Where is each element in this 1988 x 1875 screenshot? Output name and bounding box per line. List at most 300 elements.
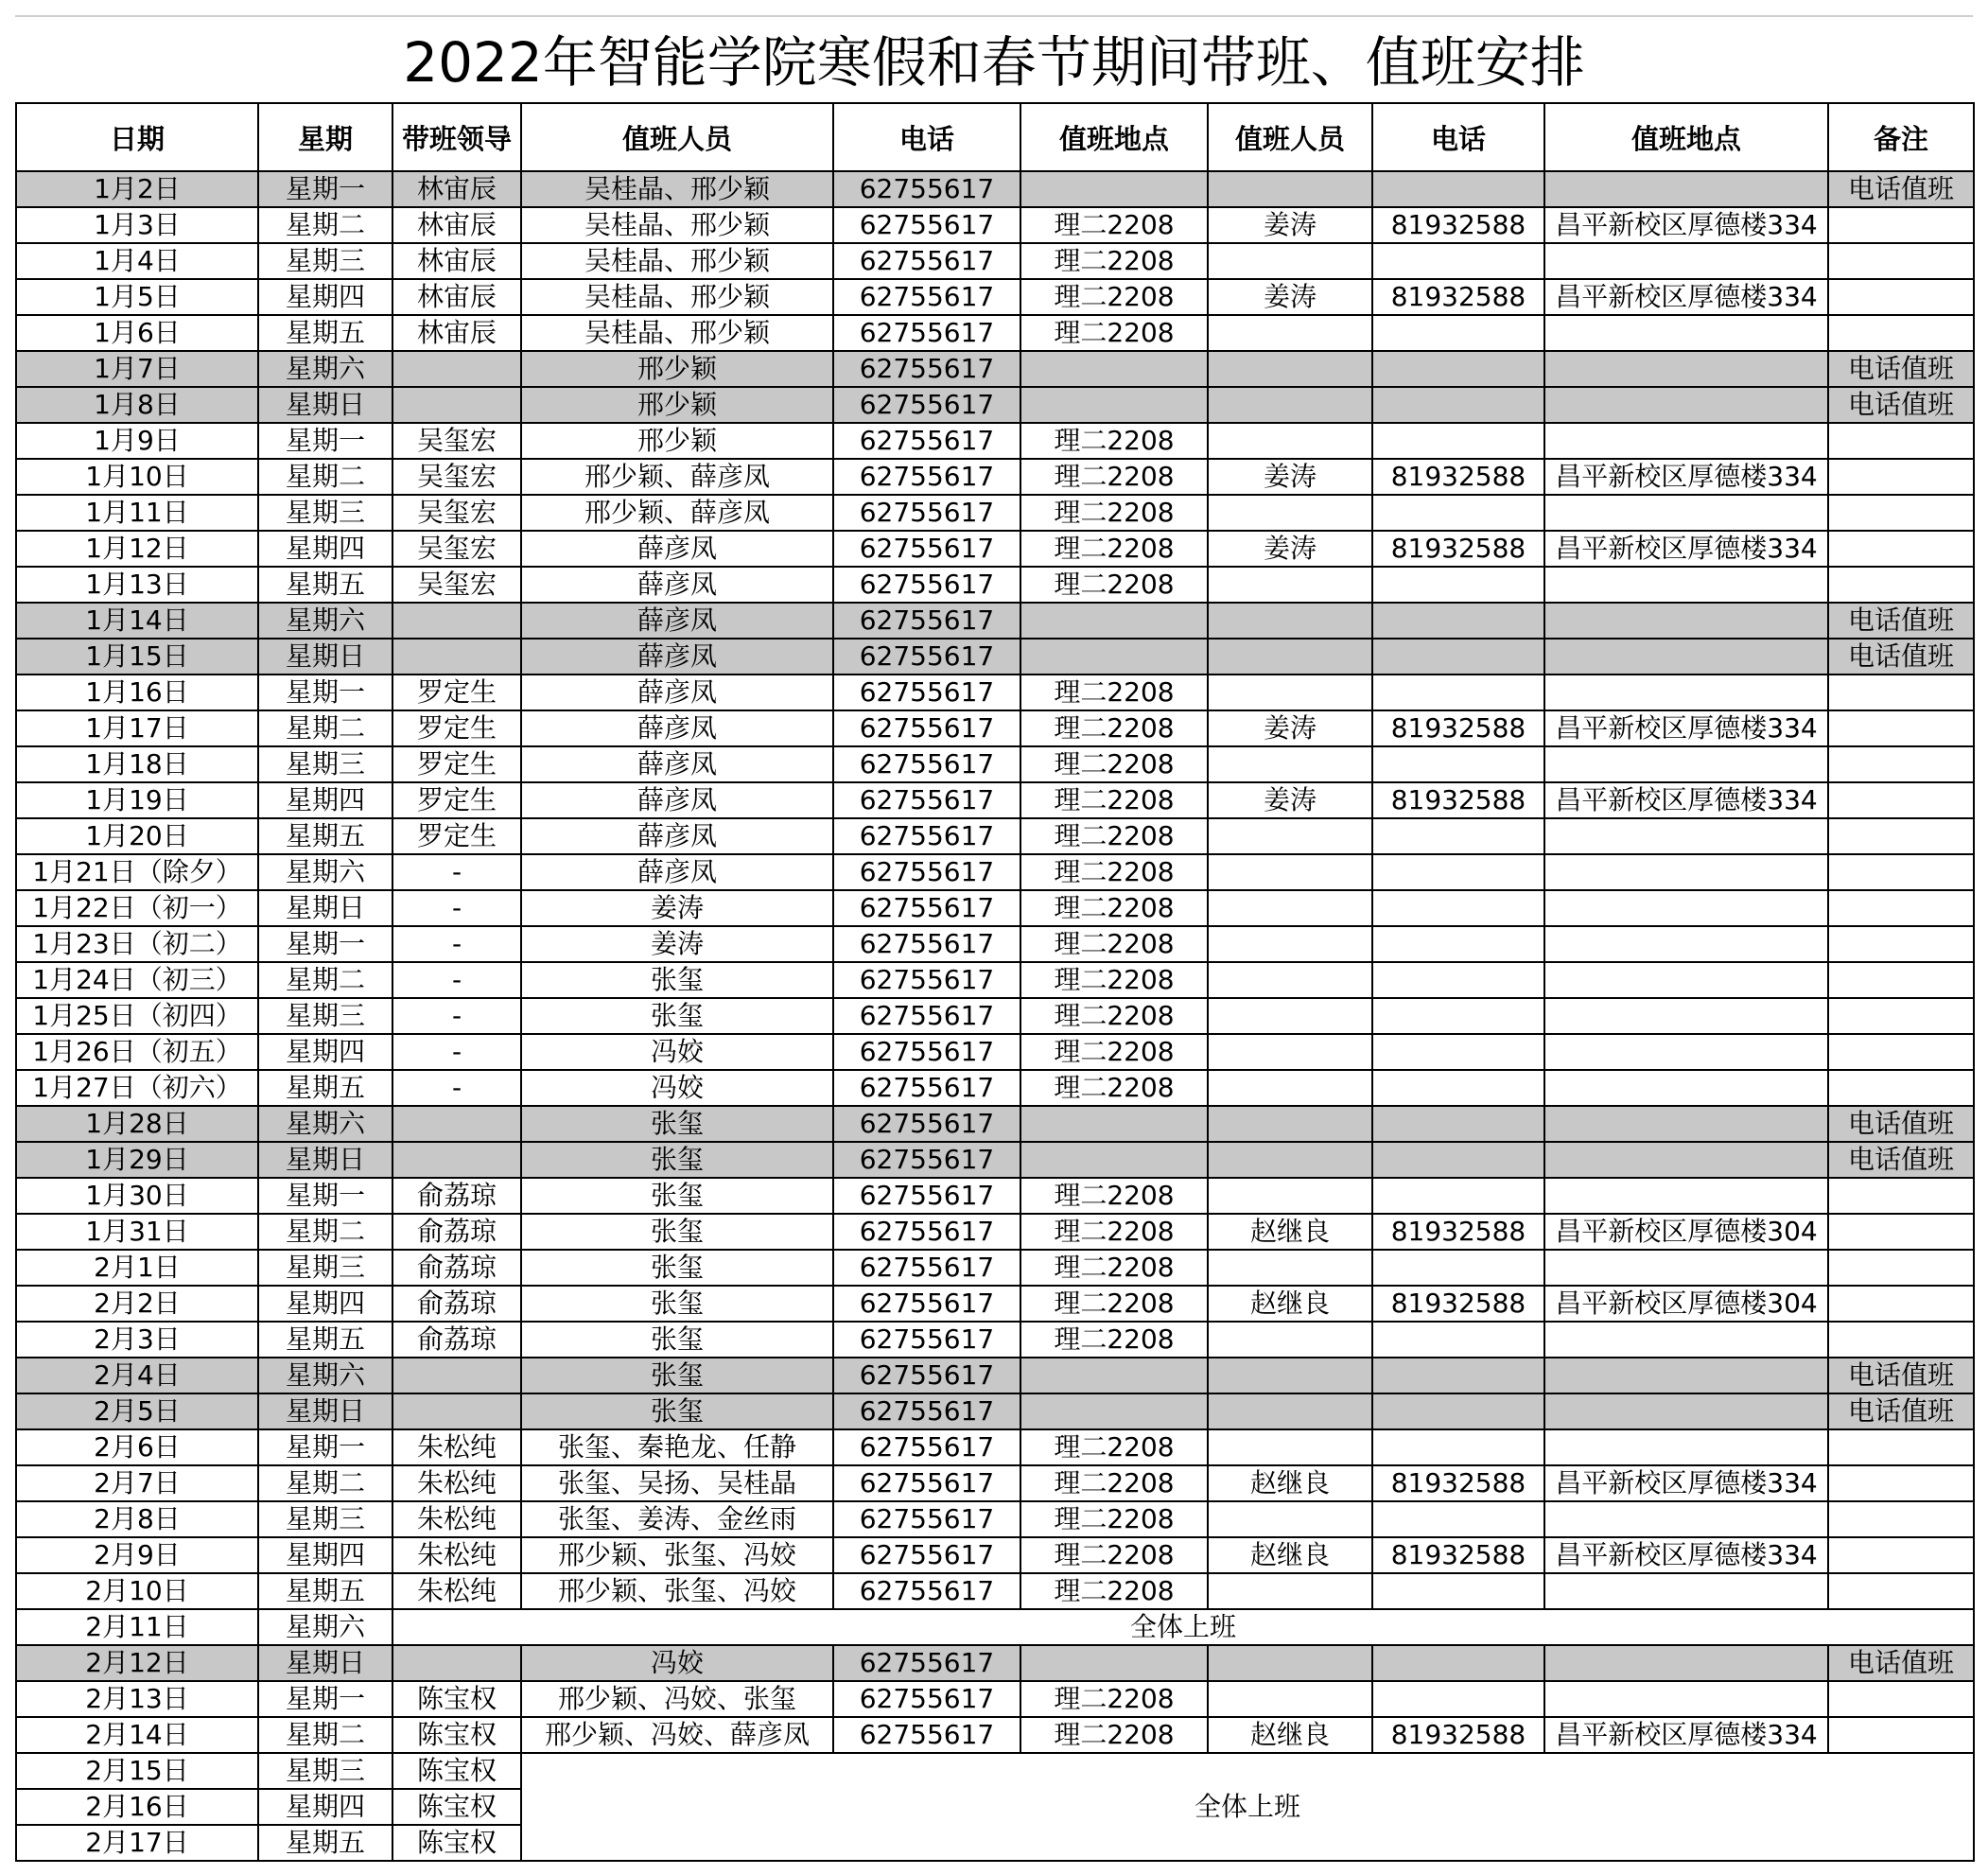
weekday-cell[interactable]: 星期六 <box>258 603 392 639</box>
location-cell[interactable]: 理二2208 <box>1020 1429 1208 1465</box>
weekday-cell[interactable]: 星期日 <box>258 890 392 926</box>
leader-cell[interactable]: 朱松纯 <box>392 1537 521 1573</box>
weekday-cell[interactable]: 星期日 <box>258 1645 392 1681</box>
phone2-cell[interactable] <box>1372 1034 1544 1070</box>
date-cell[interactable]: 2月3日 <box>16 1322 258 1358</box>
date-cell[interactable]: 1月2日 <box>16 171 258 207</box>
date-cell[interactable]: 1月23日（初二） <box>16 926 258 962</box>
weekday-cell[interactable]: 星期日 <box>258 387 392 423</box>
staff2-cell[interactable] <box>1208 1142 1372 1178</box>
staff2-cell[interactable] <box>1208 243 1372 279</box>
staff-cell[interactable]: 张玺 <box>521 1393 833 1429</box>
weekday-cell[interactable]: 星期五 <box>258 567 392 603</box>
phone-cell[interactable]: 62755617 <box>833 1286 1020 1322</box>
phone2-cell[interactable] <box>1372 1106 1544 1142</box>
phone2-cell[interactable] <box>1372 1178 1544 1214</box>
phone-cell[interactable]: 62755617 <box>833 818 1020 854</box>
date-cell[interactable]: 1月26日（初五） <box>16 1034 258 1070</box>
location-cell[interactable]: 理二2208 <box>1020 962 1208 998</box>
phone-cell[interactable]: 62755617 <box>833 423 1020 459</box>
weekday-cell[interactable]: 星期三 <box>258 998 392 1034</box>
date-cell[interactable]: 1月22日（初一） <box>16 890 258 926</box>
phone2-cell[interactable] <box>1372 315 1544 351</box>
phone-cell[interactable]: 62755617 <box>833 1142 1020 1178</box>
date-cell[interactable]: 2月2日 <box>16 1286 258 1322</box>
phone-cell[interactable]: 62755617 <box>833 531 1020 567</box>
date-cell[interactable]: 2月1日 <box>16 1250 258 1286</box>
date-cell[interactable]: 1月4日 <box>16 243 258 279</box>
staff-cell[interactable]: 吴桂晶、邢少颖 <box>521 279 833 315</box>
leader-cell[interactable] <box>392 1358 521 1393</box>
note-cell[interactable] <box>1828 495 1974 531</box>
leader-cell[interactable] <box>392 351 521 387</box>
location2-cell[interactable] <box>1544 675 1828 710</box>
weekday-cell[interactable]: 星期六 <box>258 351 392 387</box>
staff-cell[interactable]: 张玺 <box>521 1142 833 1178</box>
phone2-cell[interactable]: 81932588 <box>1372 279 1544 315</box>
note-cell[interactable] <box>1828 926 1974 962</box>
staff2-cell[interactable] <box>1208 171 1372 207</box>
phone2-cell[interactable] <box>1372 387 1544 423</box>
phone-cell[interactable]: 62755617 <box>833 1214 1020 1250</box>
date-cell[interactable]: 1月19日 <box>16 782 258 818</box>
phone-cell[interactable]: 62755617 <box>833 1070 1020 1106</box>
note-cell[interactable]: 电话值班 <box>1828 1358 1974 1393</box>
location2-cell[interactable]: 昌平新校区厚德楼304 <box>1544 1214 1828 1250</box>
header-cell[interactable]: 电话 <box>833 103 1020 171</box>
staff-cell[interactable]: 吴桂晶、邢少颖 <box>521 171 833 207</box>
staff-cell[interactable]: 薛彦凤 <box>521 531 833 567</box>
note-cell[interactable] <box>1828 782 1974 818</box>
location2-cell[interactable] <box>1544 1358 1828 1393</box>
weekday-cell[interactable]: 星期六 <box>258 1106 392 1142</box>
phone2-cell[interactable]: 81932588 <box>1372 1537 1544 1573</box>
phone-cell[interactable]: 62755617 <box>833 1250 1020 1286</box>
staff2-cell[interactable] <box>1208 1681 1372 1717</box>
location2-cell[interactable] <box>1544 818 1828 854</box>
note-cell[interactable] <box>1828 890 1974 926</box>
phone2-cell[interactable] <box>1372 171 1544 207</box>
location2-cell[interactable] <box>1544 1034 1828 1070</box>
location-cell[interactable]: 理二2208 <box>1020 1250 1208 1286</box>
staff2-cell[interactable]: 姜涛 <box>1208 782 1372 818</box>
location2-cell[interactable] <box>1544 1070 1828 1106</box>
staff2-cell[interactable]: 姜涛 <box>1208 207 1372 243</box>
weekday-cell[interactable]: 星期四 <box>258 782 392 818</box>
weekday-cell[interactable]: 星期三 <box>258 1501 392 1537</box>
leader-cell[interactable]: - <box>392 926 521 962</box>
staff2-cell[interactable] <box>1208 1393 1372 1429</box>
location2-cell[interactable] <box>1544 1393 1828 1429</box>
location-cell[interactable] <box>1020 1393 1208 1429</box>
phone2-cell[interactable] <box>1372 567 1544 603</box>
location2-cell[interactable] <box>1544 1501 1828 1537</box>
note-cell[interactable] <box>1828 818 1974 854</box>
location2-cell[interactable] <box>1544 1250 1828 1286</box>
date-cell[interactable]: 2月8日 <box>16 1501 258 1537</box>
location2-cell[interactable] <box>1544 1178 1828 1214</box>
phone-cell[interactable]: 62755617 <box>833 1106 1020 1142</box>
date-cell[interactable]: 1月24日（初三） <box>16 962 258 998</box>
location2-cell[interactable] <box>1544 962 1828 998</box>
weekday-cell[interactable]: 星期二 <box>258 207 392 243</box>
phone-cell[interactable]: 62755617 <box>833 1178 1020 1214</box>
staff2-cell[interactable] <box>1208 1322 1372 1358</box>
note-cell[interactable] <box>1828 1178 1974 1214</box>
staff-cell[interactable]: 吴桂晶、邢少颖 <box>521 243 833 279</box>
staff2-cell[interactable]: 赵继良 <box>1208 1465 1372 1501</box>
phone-cell[interactable]: 62755617 <box>833 243 1020 279</box>
phone-cell[interactable]: 62755617 <box>833 854 1020 890</box>
date-cell[interactable]: 1月12日 <box>16 531 258 567</box>
location-cell[interactable]: 理二2208 <box>1020 1214 1208 1250</box>
header-cell[interactable]: 备注 <box>1828 103 1974 171</box>
date-cell[interactable]: 1月17日 <box>16 710 258 746</box>
location2-cell[interactable] <box>1544 998 1828 1034</box>
staff2-cell[interactable] <box>1208 315 1372 351</box>
date-cell[interactable]: 2月14日 <box>16 1717 258 1753</box>
weekday-cell[interactable]: 星期日 <box>258 1393 392 1429</box>
location2-cell[interactable]: 昌平新校区厚德楼334 <box>1544 1717 1828 1753</box>
location2-cell[interactable] <box>1544 1142 1828 1178</box>
date-cell[interactable]: 1月15日 <box>16 639 258 675</box>
staff-cell[interactable]: 薛彦凤 <box>521 854 833 890</box>
location-cell[interactable]: 理二2208 <box>1020 890 1208 926</box>
staff2-cell[interactable] <box>1208 387 1372 423</box>
leader-cell[interactable] <box>392 603 521 639</box>
date-cell[interactable]: 2月7日 <box>16 1465 258 1501</box>
leader-cell[interactable]: 朱松纯 <box>392 1573 521 1609</box>
location-cell[interactable] <box>1020 603 1208 639</box>
staff2-cell[interactable] <box>1208 890 1372 926</box>
location-cell[interactable]: 理二2208 <box>1020 1681 1208 1717</box>
weekday-cell[interactable]: 星期三 <box>258 746 392 782</box>
phone-cell[interactable]: 62755617 <box>833 1358 1020 1393</box>
staff2-cell[interactable]: 赵继良 <box>1208 1717 1372 1753</box>
weekday-cell[interactable]: 星期六 <box>258 1358 392 1393</box>
weekday-cell[interactable]: 星期二 <box>258 459 392 495</box>
note-cell[interactable]: 电话值班 <box>1828 1393 1974 1429</box>
note-cell[interactable] <box>1828 746 1974 782</box>
leader-cell[interactable]: 罗定生 <box>392 782 521 818</box>
weekday-cell[interactable]: 星期五 <box>258 818 392 854</box>
phone2-cell[interactable] <box>1372 890 1544 926</box>
staff2-cell[interactable] <box>1208 818 1372 854</box>
note-cell[interactable] <box>1828 243 1974 279</box>
location-cell[interactable]: 理二2208 <box>1020 531 1208 567</box>
phone2-cell[interactable] <box>1372 746 1544 782</box>
header-cell[interactable]: 值班人员 <box>1208 103 1372 171</box>
phone2-cell[interactable]: 81932588 <box>1372 459 1544 495</box>
phone-cell[interactable]: 62755617 <box>833 459 1020 495</box>
note-cell[interactable] <box>1828 675 1974 710</box>
phone-cell[interactable]: 62755617 <box>833 387 1020 423</box>
location-cell[interactable]: 理二2208 <box>1020 495 1208 531</box>
weekday-cell[interactable]: 星期四 <box>258 1537 392 1573</box>
location2-cell[interactable]: 昌平新校区厚德楼304 <box>1544 1286 1828 1322</box>
phone2-cell[interactable] <box>1372 1681 1544 1717</box>
phone-cell[interactable]: 62755617 <box>833 710 1020 746</box>
staff2-cell[interactable] <box>1208 1106 1372 1142</box>
date-cell[interactable]: 2月6日 <box>16 1429 258 1465</box>
staff-cell[interactable]: 张玺、吴扬、吴桂晶 <box>521 1465 833 1501</box>
header-cell[interactable]: 星期 <box>258 103 392 171</box>
date-cell[interactable]: 1月29日 <box>16 1142 258 1178</box>
location-cell[interactable] <box>1020 387 1208 423</box>
phone-cell[interactable]: 62755617 <box>833 1537 1020 1573</box>
weekday-cell[interactable]: 星期五 <box>258 1070 392 1106</box>
leader-cell[interactable]: 吴玺宏 <box>392 495 521 531</box>
weekday-cell[interactable]: 星期四 <box>258 1034 392 1070</box>
note-cell[interactable] <box>1828 1429 1974 1465</box>
phone2-cell[interactable] <box>1372 1645 1544 1681</box>
location2-cell[interactable] <box>1544 854 1828 890</box>
date-cell[interactable]: 1月20日 <box>16 818 258 854</box>
leader-cell[interactable]: - <box>392 1070 521 1106</box>
location-cell[interactable]: 理二2208 <box>1020 1465 1208 1501</box>
phone-cell[interactable]: 62755617 <box>833 1393 1020 1429</box>
staff-cell[interactable]: 薛彦凤 <box>521 639 833 675</box>
location2-cell[interactable] <box>1544 1429 1828 1465</box>
staff-cell[interactable]: 薛彦凤 <box>521 818 833 854</box>
note-cell[interactable]: 电话值班 <box>1828 1645 1974 1681</box>
staff2-cell[interactable] <box>1208 962 1372 998</box>
location2-cell[interactable] <box>1544 1322 1828 1358</box>
date-cell[interactable]: 2月17日 <box>16 1825 258 1861</box>
header-cell[interactable]: 值班人员 <box>521 103 833 171</box>
location2-cell[interactable] <box>1544 1681 1828 1717</box>
leader-cell[interactable]: 林宙辰 <box>392 243 521 279</box>
phone2-cell[interactable] <box>1372 926 1544 962</box>
phone-cell[interactable]: 62755617 <box>833 1322 1020 1358</box>
staff-cell[interactable]: 冯姣 <box>521 1034 833 1070</box>
location-cell[interactable]: 理二2208 <box>1020 854 1208 890</box>
leader-cell[interactable]: 陈宝权 <box>392 1681 521 1717</box>
phone-cell[interactable]: 62755617 <box>833 1429 1020 1465</box>
location-cell[interactable]: 理二2208 <box>1020 782 1208 818</box>
weekday-cell[interactable]: 星期日 <box>258 639 392 675</box>
staff-cell[interactable]: 张玺 <box>521 1322 833 1358</box>
staff2-cell[interactable] <box>1208 1358 1372 1393</box>
staff-cell[interactable]: 薛彦凤 <box>521 567 833 603</box>
leader-cell[interactable]: 俞荔琼 <box>392 1178 521 1214</box>
merged-note-cell[interactable]: 全体上班 <box>392 1609 1974 1645</box>
staff-cell[interactable]: 张玺、秦艳龙、任静 <box>521 1429 833 1465</box>
phone2-cell[interactable] <box>1372 1250 1544 1286</box>
date-cell[interactable]: 1月31日 <box>16 1214 258 1250</box>
leader-cell[interactable]: 罗定生 <box>392 710 521 746</box>
leader-cell[interactable]: - <box>392 1034 521 1070</box>
staff2-cell[interactable]: 姜涛 <box>1208 710 1372 746</box>
location-cell[interactable] <box>1020 1358 1208 1393</box>
location-cell[interactable]: 理二2208 <box>1020 207 1208 243</box>
note-cell[interactable] <box>1828 1537 1974 1573</box>
weekday-cell[interactable]: 星期一 <box>258 171 392 207</box>
phone2-cell[interactable] <box>1372 1070 1544 1106</box>
staff2-cell[interactable] <box>1208 1178 1372 1214</box>
phone-cell[interactable]: 62755617 <box>833 639 1020 675</box>
phone2-cell[interactable] <box>1372 1393 1544 1429</box>
note-cell[interactable] <box>1828 1034 1974 1070</box>
note-cell[interactable] <box>1828 1286 1974 1322</box>
note-cell[interactable] <box>1828 710 1974 746</box>
date-cell[interactable]: 2月16日 <box>16 1789 258 1825</box>
location2-cell[interactable] <box>1544 495 1828 531</box>
leader-cell[interactable]: 林宙辰 <box>392 171 521 207</box>
leader-cell[interactable]: 林宙辰 <box>392 207 521 243</box>
date-cell[interactable]: 1月25日（初四） <box>16 998 258 1034</box>
location-cell[interactable]: 理二2208 <box>1020 675 1208 710</box>
staff-cell[interactable]: 薛彦凤 <box>521 710 833 746</box>
location-cell[interactable]: 理二2208 <box>1020 746 1208 782</box>
location-cell[interactable]: 理二2208 <box>1020 1537 1208 1573</box>
date-cell[interactable]: 1月28日 <box>16 1106 258 1142</box>
phone-cell[interactable]: 62755617 <box>833 1573 1020 1609</box>
date-cell[interactable]: 2月4日 <box>16 1358 258 1393</box>
location2-cell[interactable] <box>1544 1106 1828 1142</box>
phone2-cell[interactable] <box>1372 818 1544 854</box>
location2-cell[interactable]: 昌平新校区厚德楼334 <box>1544 279 1828 315</box>
leader-cell[interactable]: 陈宝权 <box>392 1717 521 1753</box>
phone2-cell[interactable] <box>1372 351 1544 387</box>
location-cell[interactable]: 理二2208 <box>1020 998 1208 1034</box>
staff2-cell[interactable] <box>1208 746 1372 782</box>
staff-cell[interactable]: 姜涛 <box>521 926 833 962</box>
date-cell[interactable]: 1月11日 <box>16 495 258 531</box>
date-cell[interactable]: 1月6日 <box>16 315 258 351</box>
leader-cell[interactable]: - <box>392 962 521 998</box>
staff2-cell[interactable]: 赵继良 <box>1208 1214 1372 1250</box>
location2-cell[interactable] <box>1544 387 1828 423</box>
staff-cell[interactable]: 张玺 <box>521 1214 833 1250</box>
weekday-cell[interactable]: 星期日 <box>258 1142 392 1178</box>
phone2-cell[interactable] <box>1372 854 1544 890</box>
staff-cell[interactable]: 张玺 <box>521 1250 833 1286</box>
staff-cell[interactable]: 薛彦凤 <box>521 675 833 710</box>
weekday-cell[interactable]: 星期五 <box>258 1573 392 1609</box>
date-cell[interactable]: 1月30日 <box>16 1178 258 1214</box>
note-cell[interactable] <box>1828 1465 1974 1501</box>
staff-cell[interactable]: 张玺 <box>521 998 833 1034</box>
phone-cell[interactable]: 62755617 <box>833 890 1020 926</box>
note-cell[interactable]: 电话值班 <box>1828 1106 1974 1142</box>
staff-cell[interactable]: 邢少颖、薛彦凤 <box>521 459 833 495</box>
staff2-cell[interactable]: 姜涛 <box>1208 279 1372 315</box>
location-cell[interactable]: 理二2208 <box>1020 1034 1208 1070</box>
staff2-cell[interactable] <box>1208 351 1372 387</box>
date-cell[interactable]: 2月5日 <box>16 1393 258 1429</box>
location2-cell[interactable] <box>1544 423 1828 459</box>
phone2-cell[interactable] <box>1372 675 1544 710</box>
phone-cell[interactable]: 62755617 <box>833 351 1020 387</box>
location2-cell[interactable] <box>1544 1573 1828 1609</box>
leader-cell[interactable]: 陈宝权 <box>392 1825 521 1861</box>
staff-cell[interactable]: 薛彦凤 <box>521 603 833 639</box>
location-cell[interactable]: 理二2208 <box>1020 1717 1208 1753</box>
location2-cell[interactable] <box>1544 639 1828 675</box>
weekday-cell[interactable]: 星期三 <box>258 495 392 531</box>
location2-cell[interactable] <box>1544 243 1828 279</box>
staff-cell[interactable]: 邢少颖、张玺、冯姣 <box>521 1573 833 1609</box>
header-cell[interactable]: 值班地点 <box>1544 103 1828 171</box>
staff2-cell[interactable]: 赵继良 <box>1208 1537 1372 1573</box>
staff2-cell[interactable] <box>1208 639 1372 675</box>
leader-cell[interactable]: 俞荔琼 <box>392 1250 521 1286</box>
location2-cell[interactable] <box>1544 171 1828 207</box>
weekday-cell[interactable]: 星期一 <box>258 1178 392 1214</box>
staff2-cell[interactable] <box>1208 675 1372 710</box>
date-cell[interactable]: 1月18日 <box>16 746 258 782</box>
leader-cell[interactable]: 罗定生 <box>392 818 521 854</box>
weekday-cell[interactable]: 星期一 <box>258 423 392 459</box>
leader-cell[interactable]: 陈宝权 <box>392 1789 521 1825</box>
location-cell[interactable]: 理二2208 <box>1020 1573 1208 1609</box>
phone2-cell[interactable] <box>1372 423 1544 459</box>
location2-cell[interactable]: 昌平新校区厚德楼334 <box>1544 710 1828 746</box>
phone-cell[interactable]: 62755617 <box>833 1681 1020 1717</box>
merged-note-cell[interactable]: 全体上班 <box>521 1753 1974 1861</box>
note-cell[interactable] <box>1828 207 1974 243</box>
note-cell[interactable] <box>1828 459 1974 495</box>
staff-cell[interactable]: 薛彦凤 <box>521 782 833 818</box>
phone2-cell[interactable]: 81932588 <box>1372 710 1544 746</box>
phone2-cell[interactable]: 81932588 <box>1372 1717 1544 1753</box>
note-cell[interactable] <box>1828 1501 1974 1537</box>
staff2-cell[interactable] <box>1208 1070 1372 1106</box>
staff2-cell[interactable] <box>1208 423 1372 459</box>
leader-cell[interactable]: 吴玺宏 <box>392 531 521 567</box>
phone2-cell[interactable] <box>1372 962 1544 998</box>
phone2-cell[interactable] <box>1372 639 1544 675</box>
staff-cell[interactable]: 张玺 <box>521 1358 833 1393</box>
note-cell[interactable] <box>1828 567 1974 603</box>
phone-cell[interactable]: 62755617 <box>833 675 1020 710</box>
location2-cell[interactable]: 昌平新校区厚德楼334 <box>1544 531 1828 567</box>
header-cell[interactable]: 值班地点 <box>1020 103 1208 171</box>
staff-cell[interactable]: 冯姣 <box>521 1645 833 1681</box>
leader-cell[interactable]: 罗定生 <box>392 675 521 710</box>
weekday-cell[interactable]: 星期三 <box>258 1753 392 1789</box>
weekday-cell[interactable]: 星期三 <box>258 1250 392 1286</box>
phone-cell[interactable]: 62755617 <box>833 315 1020 351</box>
location-cell[interactable]: 理二2208 <box>1020 243 1208 279</box>
leader-cell[interactable] <box>392 1393 521 1429</box>
staff-cell[interactable]: 邢少颖、冯姣、张玺 <box>521 1681 833 1717</box>
staff-cell[interactable]: 邢少颖 <box>521 387 833 423</box>
staff2-cell[interactable] <box>1208 567 1372 603</box>
location2-cell[interactable]: 昌平新校区厚德楼334 <box>1544 207 1828 243</box>
staff-cell[interactable]: 张玺 <box>521 1106 833 1142</box>
weekday-cell[interactable]: 星期二 <box>258 962 392 998</box>
location-cell[interactable]: 理二2208 <box>1020 1070 1208 1106</box>
staff2-cell[interactable]: 赵继良 <box>1208 1286 1372 1322</box>
note-cell[interactable] <box>1828 279 1974 315</box>
note-cell[interactable] <box>1828 315 1974 351</box>
date-cell[interactable]: 1月21日（除夕） <box>16 854 258 890</box>
phone-cell[interactable]: 62755617 <box>833 1501 1020 1537</box>
leader-cell[interactable]: 朱松纯 <box>392 1429 521 1465</box>
location2-cell[interactable]: 昌平新校区厚德楼334 <box>1544 782 1828 818</box>
phone-cell[interactable]: 62755617 <box>833 603 1020 639</box>
location-cell[interactable]: 理二2208 <box>1020 315 1208 351</box>
weekday-cell[interactable]: 星期二 <box>258 1214 392 1250</box>
staff2-cell[interactable] <box>1208 1501 1372 1537</box>
leader-cell[interactable]: - <box>392 890 521 926</box>
staff2-cell[interactable] <box>1208 854 1372 890</box>
leader-cell[interactable]: - <box>392 998 521 1034</box>
phone2-cell[interactable] <box>1372 998 1544 1034</box>
location-cell[interactable] <box>1020 351 1208 387</box>
